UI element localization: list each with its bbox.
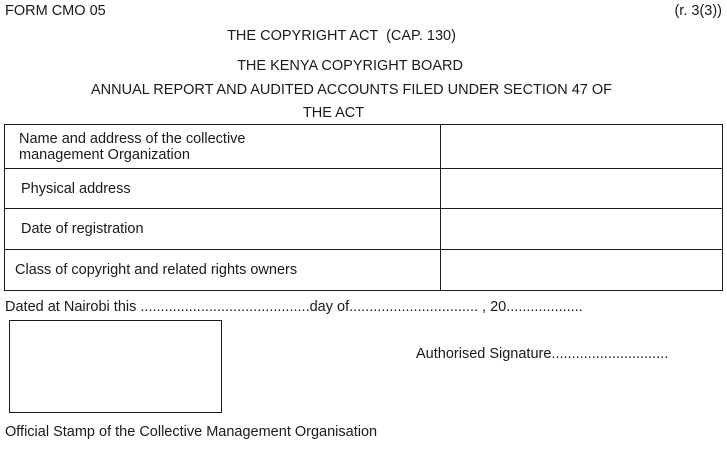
- report-title-line-1: ANNUAL REPORT AND AUDITED ACCOUNTS FILED UNDER SECTION 47 OF: [90, 82, 613, 98]
- report-title-line-2: THE ACT: [302, 105, 365, 121]
- physical-address-value-field[interactable]: [441, 169, 723, 209]
- row-label-physical-address: Physical address: [5, 169, 441, 209]
- stamp-caption: Official Stamp of the Collective Management Organisation: [5, 424, 378, 440]
- date-of-registration-value-field[interactable]: [441, 209, 723, 250]
- row-label-line: management Organization: [19, 146, 190, 163]
- dated-at-line: Dated at Nairobi this ..........................................day of................................ , 20...................: [5, 299, 583, 315]
- act-title: THE COPYRIGHT ACT (CAP. 130): [227, 28, 456, 44]
- organization-value-field[interactable]: [441, 125, 723, 169]
- table-row: [5, 209, 723, 250]
- board-title: THE KENYA COPYRIGHT BOARD: [237, 58, 463, 74]
- row-label-line: Name and address of the collective: [19, 130, 246, 147]
- row-label-class-of-owners: Class of copyright and related rights owners: [5, 250, 441, 291]
- form-code: FORM CMO 05: [5, 3, 106, 19]
- row-label-date-of-registration: Date of registration: [5, 209, 441, 250]
- authorised-signature-line: Authorised Signature.............................: [416, 346, 669, 362]
- table-row: [5, 250, 723, 291]
- table-row: [5, 169, 723, 209]
- row-label-organization: [5, 125, 441, 169]
- table-row: [5, 125, 723, 169]
- rule-reference: (r. 3(3)): [674, 3, 722, 19]
- class-of-owners-value-field[interactable]: [441, 250, 723, 291]
- details-table: [4, 124, 723, 291]
- official-stamp-box: [9, 320, 222, 413]
